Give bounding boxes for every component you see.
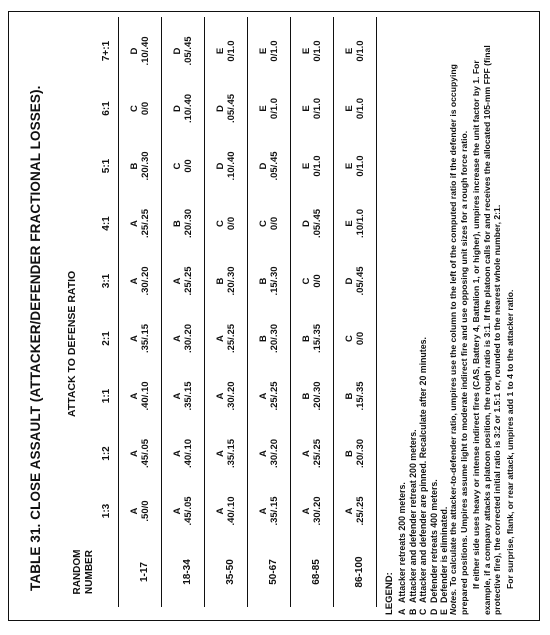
cell-loss-fraction: 0/1.0 xyxy=(312,155,323,177)
row-label: 18-34 xyxy=(182,559,193,585)
cell-loss-fraction: .10/.40 xyxy=(226,151,237,181)
table-cell xyxy=(258,142,280,190)
cell-loss-fraction: .20/.30 xyxy=(226,266,237,296)
cell-result-code: D xyxy=(301,220,312,227)
cell-result-code: E xyxy=(258,105,269,112)
table-cell xyxy=(344,430,366,478)
row-rule xyxy=(161,17,162,607)
cell-result-code: D xyxy=(344,277,355,285)
table-cell xyxy=(215,372,237,420)
cell-loss-fraction: 0/0 xyxy=(140,101,151,116)
cell-loss-fraction: .35/.15 xyxy=(183,381,194,411)
cell-result-code: B xyxy=(258,277,269,285)
table-cell xyxy=(172,200,194,248)
table-cell xyxy=(258,85,280,133)
table-cell xyxy=(172,372,194,420)
cell-result-code: A xyxy=(129,220,140,227)
cell-result-code: A xyxy=(344,507,355,515)
legend-text: Defender is eliminated. xyxy=(439,506,449,603)
row-rule xyxy=(204,17,205,607)
table-cell xyxy=(215,315,237,363)
cell-loss-fraction: .25/.25 xyxy=(312,438,323,469)
cell-loss-fraction: .10/.40 xyxy=(183,93,194,124)
notes-paragraph-3: For surprise, flank, or rear attack, umpires add 1 to 4 to the attacker ratio. xyxy=(504,289,515,589)
cell-result-code: D xyxy=(215,105,226,112)
legend-text: Attacker and defender are pinned. Recalculate after 20 minutes. xyxy=(418,337,428,603)
legend-key: A xyxy=(397,608,407,615)
column-header: 1:3 xyxy=(101,503,112,519)
cell-loss-fraction: .40/.10 xyxy=(183,438,194,469)
cell-result-code: D xyxy=(172,105,183,112)
cell-result-code: D xyxy=(129,47,140,55)
legend-item xyxy=(418,337,428,615)
cell-loss-fraction: 0/1.0 xyxy=(269,97,280,120)
row-label: 1-17 xyxy=(139,562,150,583)
cell-loss-fraction: .05/.45 xyxy=(269,151,280,181)
row-rule xyxy=(376,17,377,607)
table-title: TABLE 31. CLOSE ASSAULT (ATTACKER/DEFENDER FRACTIONAL LOSSES). xyxy=(28,85,43,591)
cell-loss-fraction: .15/.30 xyxy=(269,266,280,296)
cell-result-code: A xyxy=(215,335,226,342)
cell-loss-fraction: .25/.25 xyxy=(226,323,237,354)
cell-result-code: A xyxy=(301,450,312,457)
cell-loss-fraction: .20/.30 xyxy=(183,208,194,239)
cell-loss-fraction: .35/.15 xyxy=(140,323,151,354)
table-cell xyxy=(215,200,237,248)
table-cell xyxy=(172,430,194,478)
cell-result-code: A xyxy=(258,392,269,400)
cell-loss-fraction: 0/0 xyxy=(183,159,194,173)
cell-result-code: A xyxy=(215,450,226,457)
row-rule xyxy=(333,17,334,607)
table-cell xyxy=(172,142,194,190)
cell-result-code: A xyxy=(172,392,183,400)
cell-loss-fraction: 0/1.0 xyxy=(312,97,323,120)
table-cell xyxy=(129,142,151,190)
row-rule xyxy=(247,17,248,607)
cell-loss-fraction: .15/.35 xyxy=(355,381,366,411)
cell-result-code: B xyxy=(172,220,183,227)
cell-loss-fraction: .45/.05 xyxy=(183,496,194,526)
legend-text: Attacker and defender retreat 200 meters. xyxy=(407,429,418,603)
cell-result-code: C xyxy=(344,335,355,342)
cell-loss-fraction: .50/0 xyxy=(140,500,151,522)
table-cell xyxy=(344,372,366,420)
legend-text: Attacker retreats 200 meters. xyxy=(397,482,407,603)
notes-paragraph-1 xyxy=(448,25,469,615)
table-cell xyxy=(215,257,237,305)
cell-result-code: E xyxy=(301,105,312,112)
row-rule xyxy=(290,17,291,607)
cell-loss-fraction: .25/.25 xyxy=(183,266,194,296)
cell-loss-fraction: .40/.10 xyxy=(140,381,151,411)
cell-result-code: C xyxy=(215,220,226,227)
legend-item xyxy=(408,429,418,615)
table-cell xyxy=(301,315,323,363)
cell-loss-fraction: 0/0 xyxy=(226,216,237,231)
cell-result-code: B xyxy=(344,392,355,400)
column-header: 6:1 xyxy=(101,101,112,116)
cell-loss-fraction: .45/.05 xyxy=(140,438,151,469)
legend-title: LEGEND: xyxy=(384,572,395,615)
cell-loss-fraction: 0/0 xyxy=(312,274,323,288)
cell-result-code: B xyxy=(129,162,140,170)
cell-loss-fraction: 0/1.0 xyxy=(355,155,366,177)
notes-lead: Notes. xyxy=(448,588,458,615)
cell-result-code: A xyxy=(215,392,226,400)
cell-result-code: E xyxy=(258,47,269,55)
cell-result-code: A xyxy=(129,392,140,400)
row-label: 86-100 xyxy=(354,556,365,588)
cell-loss-fraction: .25/.25 xyxy=(140,208,151,239)
cell-result-code: E xyxy=(344,162,355,170)
cell-result-code: A xyxy=(172,335,183,342)
cell-result-code: B xyxy=(301,335,312,342)
cell-loss-fraction: .05/.45 xyxy=(355,266,366,296)
cell-loss-fraction: .30/.20 xyxy=(183,323,194,354)
table-cell xyxy=(344,487,366,535)
column-header: 1:2 xyxy=(101,446,112,461)
header-rule xyxy=(118,17,119,607)
table-cell xyxy=(215,85,237,133)
cell-result-code: B xyxy=(301,392,312,400)
table-cell xyxy=(215,27,237,75)
cell-loss-fraction: .35/.15 xyxy=(269,496,280,526)
cell-result-code: A xyxy=(172,277,183,285)
cell-result-code: E xyxy=(344,105,355,112)
table-cell xyxy=(344,200,366,248)
column-header: 2:1 xyxy=(101,331,112,346)
cell-result-code: A xyxy=(172,450,183,457)
table-cell xyxy=(301,257,323,305)
random-number-header: RANDOM NUMBER xyxy=(72,549,95,595)
cell-loss-fraction: .30/.20 xyxy=(269,438,280,469)
cell-result-code: E xyxy=(301,47,312,55)
row-label: 35-50 xyxy=(225,559,236,585)
cell-result-code: A xyxy=(301,507,312,515)
table-cell xyxy=(258,27,280,75)
cell-result-code: A xyxy=(258,450,269,457)
column-header: 5:1 xyxy=(101,158,112,174)
table-cell xyxy=(301,200,323,248)
cell-result-code: A xyxy=(129,450,140,457)
cell-loss-fraction: 0/1.0 xyxy=(355,40,366,62)
table-cell xyxy=(129,85,151,133)
table-cell xyxy=(129,487,151,535)
cell-loss-fraction: .20/.30 xyxy=(355,438,366,469)
legend-key: B xyxy=(407,608,418,615)
table-cell xyxy=(215,430,237,478)
table-cell xyxy=(172,315,194,363)
cell-result-code: D xyxy=(258,162,269,170)
cell-loss-fraction: .05/.45 xyxy=(312,208,323,239)
table-cell xyxy=(258,430,280,478)
table-cell xyxy=(172,85,194,133)
legend-key: E xyxy=(439,609,449,615)
table-cell xyxy=(129,315,151,363)
table-cell xyxy=(172,487,194,535)
table-cell xyxy=(344,85,366,133)
cell-result-code: C xyxy=(172,162,183,170)
table-cell xyxy=(172,27,194,75)
cell-loss-fraction: 0/1.0 xyxy=(312,40,323,62)
cell-loss-fraction: 0/1.0 xyxy=(269,40,280,62)
cell-result-code: C xyxy=(129,105,140,112)
cell-result-code: E xyxy=(301,162,312,170)
cell-loss-fraction: .30/.20 xyxy=(140,266,151,296)
cell-result-code: E xyxy=(215,47,226,55)
table-cell xyxy=(129,27,151,75)
column-header: 1:1 xyxy=(101,388,112,404)
legend-text: Defender retreats 400 meters. xyxy=(428,479,439,603)
cell-loss-fraction: .40/.10 xyxy=(226,496,237,526)
cell-result-code: E xyxy=(344,220,355,227)
cell-loss-fraction: 0/0 xyxy=(269,216,280,231)
table-cell xyxy=(344,257,366,305)
column-header: 4:1 xyxy=(101,216,112,231)
row-label: 68-85 xyxy=(311,559,322,585)
cell-loss-fraction: .20/.30 xyxy=(312,381,323,411)
cell-result-code: C xyxy=(258,220,269,227)
cell-loss-fraction: .30/.20 xyxy=(226,381,237,411)
cell-result-code: D xyxy=(215,162,226,170)
table-cell xyxy=(258,257,280,305)
cell-result-code: A xyxy=(258,507,269,515)
cell-result-code: A xyxy=(172,507,183,515)
legend-key: C xyxy=(418,608,428,615)
table-cell xyxy=(301,487,323,535)
cell-result-code: B xyxy=(344,450,355,457)
cell-result-code: A xyxy=(129,507,140,515)
cell-loss-fraction: 0/0 xyxy=(355,331,366,346)
table-cell xyxy=(215,142,237,190)
table-cell xyxy=(129,372,151,420)
cell-loss-fraction: .15/.35 xyxy=(312,323,323,354)
notes-text-1: To calculate the attacker-to-defender ratio, umpires use the column to the left of the computed ratio if the defender is occupying prepared positions. Umpires assume light to moderate indirect fire and use opposing unit sizes for a rough force ratio. xyxy=(448,64,469,615)
cell-result-code: A xyxy=(215,507,226,515)
table-cell xyxy=(344,142,366,190)
table-cell xyxy=(129,200,151,248)
table-cell xyxy=(301,372,323,420)
cell-loss-fraction: .05/.45 xyxy=(183,36,194,66)
table-cell xyxy=(301,27,323,75)
cell-result-code: B xyxy=(215,277,226,285)
table-cell xyxy=(301,430,323,478)
cell-loss-fraction: .25/.25 xyxy=(269,381,280,411)
table-cell xyxy=(172,257,194,305)
table-cell xyxy=(301,142,323,190)
cell-loss-fraction: .20/.30 xyxy=(269,323,280,354)
cell-loss-fraction: .10/.40 xyxy=(140,36,151,66)
legend-item xyxy=(397,482,407,615)
table-cell xyxy=(301,85,323,133)
ratio-header: ATTACK TO DEFENSE RATIO xyxy=(66,270,78,417)
cell-result-code: A xyxy=(129,277,140,285)
cell-loss-fraction: .25/.25 xyxy=(355,496,366,526)
column-header: 7+:1 xyxy=(101,40,112,62)
cell-result-code: B xyxy=(258,335,269,342)
notes-paragraph-2: If either side uses heavy or intense indirect fires (CAS, Battery 4, Battalion 1, or higher), umpires increase the unit factor by 1. For example, if a company attacks a platoon position, the rough ratio is 3:1. If the platoon calls for and receives the allocated 105-mm FPF (final protective fire), the corrected initial ratio is 3:2 or 1.5:1 or, rounded to the nearest whole number, 2:1. xyxy=(471,45,503,615)
cell-loss-fraction: .20/.30 xyxy=(140,151,151,181)
cell-result-code: D xyxy=(172,47,183,55)
legend-key: D xyxy=(428,608,439,615)
column-header: 3:1 xyxy=(101,273,112,289)
notes xyxy=(448,25,518,615)
cell-loss-fraction: .35/.15 xyxy=(226,438,237,469)
table-cell xyxy=(129,430,151,478)
row-label: 50-67 xyxy=(268,559,279,585)
cell-result-code: C xyxy=(301,277,312,285)
legend-item xyxy=(429,479,439,615)
table-cell xyxy=(258,372,280,420)
table-cell xyxy=(215,487,237,535)
cell-loss-fraction: .05/.45 xyxy=(226,93,237,124)
cell-loss-fraction: 0/1.0 xyxy=(355,97,366,120)
table-cell xyxy=(344,315,366,363)
table-cell xyxy=(258,487,280,535)
cell-loss-fraction: .10/1.0 xyxy=(355,208,366,239)
cell-result-code: E xyxy=(344,47,355,55)
cell-loss-fraction: .30/.20 xyxy=(312,496,323,526)
table-cell xyxy=(258,315,280,363)
table-cell xyxy=(129,257,151,305)
cell-result-code: A xyxy=(129,335,140,342)
table-cell xyxy=(258,200,280,248)
table-cell xyxy=(344,27,366,75)
cell-loss-fraction: 0/1.0 xyxy=(226,40,237,62)
